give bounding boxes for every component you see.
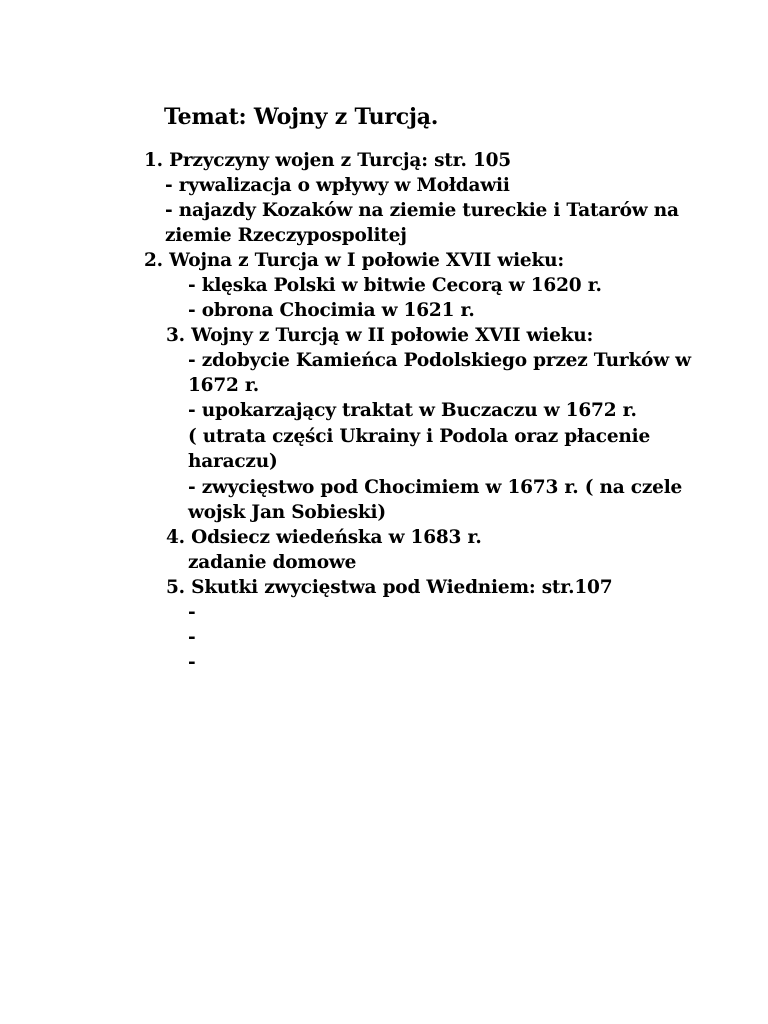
list-item-1-point-1: - rywalizacja o wpływy w Mołdawii xyxy=(165,175,510,196)
list-item-1-point-2-cont: ziemie Rzeczypospolitej xyxy=(165,225,407,246)
list-item-3-point-2-note-cont: haraczu) xyxy=(188,451,278,472)
list-item-2-heading: 2. Wojna z Turcja w I połowie XVII wieku: xyxy=(144,250,564,271)
list-item-5-blank-1: - xyxy=(188,602,196,623)
list-item-3-point-2-note: ( utrata części Ukrainy i Podola oraz płacenie xyxy=(188,426,651,447)
list-item-2-point-1: - klęska Polski w bitwie Cecorą w 1620 r. xyxy=(188,275,602,296)
list-item-3-point-3: - zwycięstwo pod Chocimiem w 1673 r. ( na czele xyxy=(188,477,683,498)
list-item-2-point-2: - obrona Chocimia w 1621 r. xyxy=(188,300,475,321)
list-item-3-heading: 3. Wojny z Turcją w II połowie XVII wieku: xyxy=(166,325,594,346)
list-item-5-blank-3: - xyxy=(188,652,196,673)
list-item-3-point-2: - upokarzający traktat w Buczaczu w 1672 r. xyxy=(188,400,637,421)
list-item-1-point-2: - najazdy Kozaków na ziemie tureckie i Tatarów na xyxy=(165,200,679,221)
list-item-5-heading: 5. Skutki zwycięstwa pod Wiedniem: str.107 xyxy=(166,577,613,598)
list-item-3-point-3-cont: wojsk Jan Sobieski) xyxy=(188,502,386,523)
list-item-3-point-1: - zdobycie Kamieńca Podolskiego przez Turków w xyxy=(188,350,691,371)
list-item-5-blank-2: - xyxy=(188,627,196,648)
list-item-4-note: zadanie domowe xyxy=(188,552,357,573)
list-item-1-heading: 1. Przyczyny wojen z Turcją: str. 105 xyxy=(144,150,511,171)
list-item-3-point-1-cont: 1672 r. xyxy=(188,375,260,396)
list-item-4-heading: 4. Odsiecz wiedeńska w 1683 r. xyxy=(166,527,482,548)
document-title: Temat: Wojny z Turcją. xyxy=(164,104,439,130)
